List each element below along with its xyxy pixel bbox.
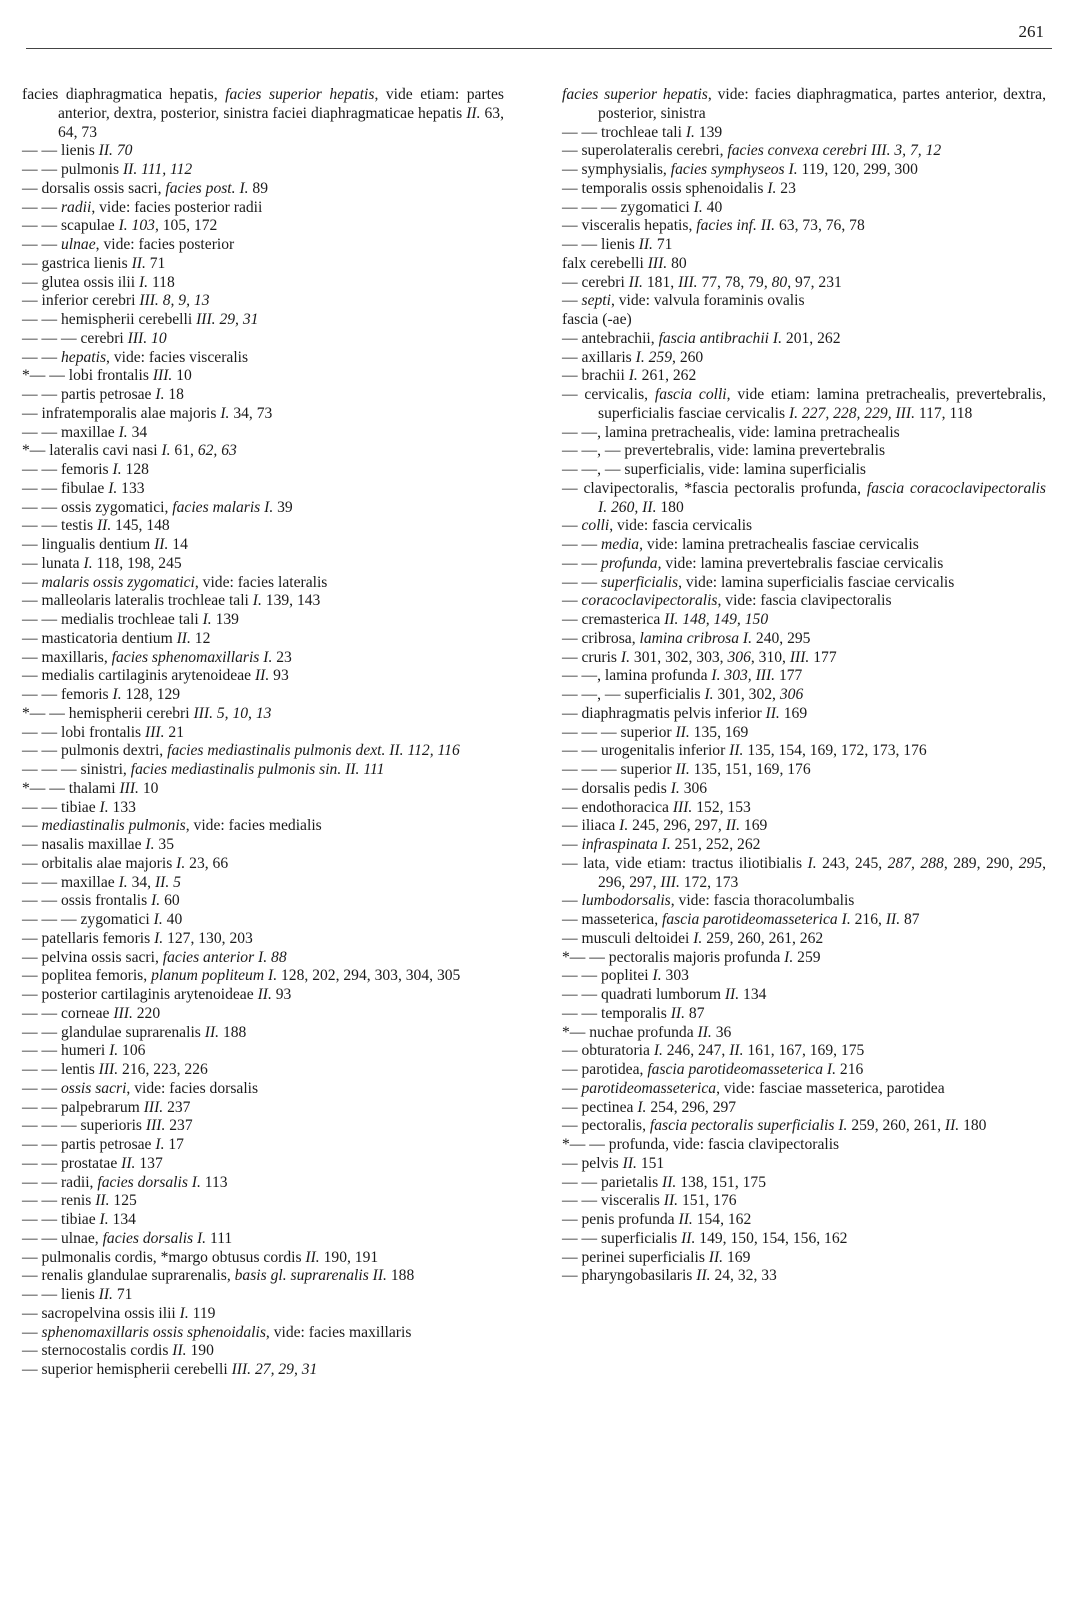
index-entry: — renalis glandulae suprarenalis, basis gl. suprarenalis II. 188 <box>22 1267 415 1285</box>
index-entry: — — maxillae I. 34 <box>22 423 148 441</box>
index-entry: — parotideomasseterica, vide: fasciae masseterica, parotidea <box>562 1079 945 1097</box>
index-entry: — lingualis dentium II. 14 <box>22 536 188 553</box>
index-entry: — axillaris I. 259, 260 <box>562 348 704 366</box>
index-entry: — dorsalis ossis sacri, facies post. I. 89 <box>22 179 269 197</box>
index-entry: — perinei superficialis II. 169 <box>562 1248 751 1266</box>
index-entry: — sphenomaxillaris ossis sphenoidalis, vide: facies maxillaris <box>22 1323 412 1341</box>
index-entry: — lumbodorsalis, vide: fascia thoracolumbalis <box>562 892 855 910</box>
index-entry: — endothoracica III. 152, 153 <box>562 798 751 816</box>
index-entry: — sacropelvina ossis ilii I. 119 <box>22 1304 216 1322</box>
index-entry: — — ossis frontalis I. 60 <box>22 892 180 910</box>
index-entry: — — ulnae, facies dorsalis I. 111 <box>22 1229 233 1247</box>
index-entry: — pelvina ossis sacri, facies anterior I. 88 <box>22 948 287 966</box>
header-rule <box>26 48 1052 49</box>
index-entry: — — pulmonis dextri, facies mediastinalis pulmonis dext. II. 112, 116 <box>22 742 460 760</box>
index-entry: — — tibiae I. 134 <box>22 1211 136 1228</box>
index-entry: — — partis petrosae I. 18 <box>22 386 184 403</box>
index-entry: — — lienis II. 71 <box>562 236 673 253</box>
index-entry: — sternocostalis cordis II. 190 <box>22 1342 214 1360</box>
index-entry: — — profunda, vide: lamina prevertebralis fasciae cervicalis <box>562 554 944 572</box>
index-entry: — — prostatae II. 137 <box>22 1154 163 1172</box>
index-entry: — pectoralis, fascia pectoralis superficialis I. 259, 260, 261, II. 180 <box>562 1117 987 1135</box>
index-entry: — — maxillae I. 34, II. 5 <box>22 873 181 891</box>
index-entry: — lunata I. 118, 198, 245 <box>22 554 182 572</box>
index-entry: — — — zygomatici I. 40 <box>22 911 183 928</box>
index-entry: falx cerebelli III. 80 <box>562 254 687 272</box>
index-entry: — — urogenitalis inferior II. 135, 154, 169, 172, 173, 176 <box>562 742 927 760</box>
index-entry: — — scapulae I. 103, 105, 172 <box>22 217 218 235</box>
index-entry: — patellaris femoris I. 127, 130, 203 <box>22 929 253 947</box>
index-entry: — penis profunda II. 154, 162 <box>562 1211 752 1228</box>
index-entry: — — medialis trochleae tali I. 139 <box>22 611 239 628</box>
index-entry: — —, — superficialis, vide: lamina superficialis <box>562 461 867 478</box>
index-entry: — — lienis II. 70 <box>22 142 133 160</box>
index-entry: — — ossis zygomatici, facies malaris I. 39 <box>22 498 293 516</box>
index-entry: — — corneae III. 220 <box>22 1004 161 1022</box>
index-entry: — — — superior II. 135, 169 <box>562 723 749 741</box>
index-entry: — — hepatis, vide: facies visceralis <box>22 348 249 366</box>
index-entry: — — partis petrosae I. 17 <box>22 1136 184 1153</box>
index-entry: — posterior cartilaginis arytenoideae II. 93 <box>22 986 292 1003</box>
index-entry: — pulmonalis cordis, *margo obtusus cordis II. 190, 191 <box>22 1248 379 1266</box>
index-entry: — pharyngobasilaris II. 24, 32, 33 <box>562 1267 777 1285</box>
index-entry: *— — lobi frontalis III. 10 <box>22 367 192 385</box>
index-entry: — malaris ossis zygomatici, vide: facies lateralis <box>22 573 328 591</box>
index-entry: — — parietalis II. 138, 151, 175 <box>562 1173 767 1191</box>
index-entry: — musculi deltoidei I. 259, 260, 261, 262 <box>562 929 824 947</box>
index-entry: — — — cerebri III. 10 <box>22 329 167 347</box>
index-entry: — — tibiae I. 133 <box>22 798 136 816</box>
index-entry: — —, — superficialis I. 301, 302, 306 <box>562 686 804 703</box>
index-entry: — — palpebrarum III. 237 <box>22 1098 191 1116</box>
index-entry: — — fibulae I. 133 <box>22 479 145 497</box>
index-entry: — pelvis II. 151 <box>562 1154 665 1172</box>
index-entry: — inferior cerebri III. 8, 9, 13 <box>22 292 210 310</box>
index-entry: — infraspinata I. 251, 252, 262 <box>562 836 761 853</box>
index-entry: — — visceralis II. 151, 176 <box>562 1192 737 1210</box>
index-entry: *— nuchae profunda II. 36 <box>562 1023 732 1041</box>
index-entry: *— — pectoralis majoris profunda I. 259 <box>562 948 821 966</box>
index-entry: — — ulnae, vide: facies posterior <box>22 236 235 253</box>
index-entry: — — lobi frontalis III. 21 <box>22 723 184 741</box>
index-entry: — — femoris I. 128 <box>22 461 149 478</box>
index-entry: — — superficialis, vide: lamina superficialis fasciae cervicalis <box>562 573 955 591</box>
index-entry: — poplitea femoris, planum popliteum I. 128, 202, 294, 303, 304, 305 <box>22 967 461 985</box>
index-entry: — diaphragmatis pelvis inferior II. 169 <box>562 704 808 722</box>
index-entry: — glutea ossis ilii I. 118 <box>22 273 175 291</box>
page-number: 261 <box>1018 22 1044 41</box>
index-entry: — superior hemispherii cerebelli III. 27, 29, 31 <box>22 1361 318 1378</box>
index-entry: — septi, vide: valvula foraminis ovalis <box>562 292 805 310</box>
index-entry: — — — sinistri, facies mediastinalis pulmonis sin. II. 111 <box>22 761 385 778</box>
index-entry: — orbitalis alae majoris I. 23, 66 <box>22 854 229 872</box>
index-entry: — coracoclavipectoralis, vide: fascia clavipectoralis <box>562 592 892 610</box>
index-entry: — mediastinalis pulmonis, vide: facies medialis <box>22 817 322 835</box>
index-entry: — parotidea, fascia parotideomasseterica I. 216 <box>562 1061 864 1078</box>
index-entry: — masseterica, fascia parotideomasseterica I. 216, II. 87 <box>562 911 920 928</box>
index-entry: — — femoris I. 128, 129 <box>22 686 181 703</box>
index-column-left <box>22 86 504 1380</box>
index-entry: — cruris I. 301, 302, 303, 306, 310, III. 177 <box>562 648 837 666</box>
index-entry: — —, lamina profunda I. 303, III. 177 <box>562 667 803 685</box>
index-entry: — — glandulae suprarenalis II. 188 <box>22 1023 247 1041</box>
index-entry: — superolateralis cerebri, facies convexa cerebri III. 3, 7, 12 <box>562 142 942 160</box>
index-entry: — —, lamina pretrachealis, vide: lamina pretrachealis <box>562 423 900 441</box>
index-entry: — — trochleae tali I. 139 <box>562 123 723 141</box>
index-entry: — pectinea I. 254, 296, 297 <box>562 1098 737 1116</box>
index-entry: — antebrachii, fascia antibrachii I. 201, 262 <box>562 329 841 347</box>
index-entry: — medialis cartilaginis arytenoideae II. 93 <box>22 667 289 685</box>
index-entry: — dorsalis pedis I. 306 <box>562 779 708 797</box>
index-entry: fascia (-ae) <box>562 311 632 328</box>
index-entry: — gastrica lienis II. 71 <box>22 254 166 272</box>
index-entry: — masticatoria dentium II. 12 <box>22 629 211 647</box>
index-entry: — symphysialis, facies symphyseos I. 119, 120, 299, 300 <box>562 161 918 178</box>
index-entry: — — superficialis II. 149, 150, 154, 156, 162 <box>562 1229 848 1247</box>
index-entry: — malleolaris lateralis trochleae tali I. 139, 143 <box>22 592 321 610</box>
index-entry: — — radii, vide: facies posterior radii <box>22 198 263 216</box>
index-entry: *— — thalami III. 10 <box>22 779 159 797</box>
index-entry: — — temporalis II. 87 <box>562 1004 705 1022</box>
index-entry: — cribrosa, lamina cribrosa I. 240, 295 <box>562 629 811 647</box>
index-entry: — — — superior II. 135, 151, 169, 176 <box>562 761 811 778</box>
index-entry: — lata, vide etiam: tractus iliotibialis I. 243, 245, 287, 288, 289, 290, 295, 296, 297, III. 172, 173 <box>562 854 1047 891</box>
index-entry: — cremasterica II. 148, 149, 150 <box>562 611 769 628</box>
index-entry: — — humeri I. 106 <box>22 1042 146 1060</box>
index-entry: facies diaphragmatica hepatis, facies superior hepatis, vide etiam: partes anterior, dextra, posterior, sinistra faciei diaphragmaticae hepatis II. 63, 64, 73 <box>22 86 504 141</box>
index-entry: — infratemporalis alae majoris I. 34, 73 <box>22 404 273 422</box>
index-entry: — — lienis II. 71 <box>22 1286 133 1303</box>
index-entry: — iliaca I. 245, 296, 297, II. 169 <box>562 817 768 835</box>
index-entry: — cerebri II. 181, III. 77, 78, 79, 80, 97, 231 <box>562 273 842 291</box>
index-entry: — — testis II. 145, 148 <box>22 517 170 535</box>
index-entry: — — pulmonis II. 111, 112 <box>22 161 193 178</box>
index-entry: — — ossis sacri, vide: facies dorsalis <box>22 1079 259 1097</box>
index-entry: *— — profunda, vide: fascia clavipectoralis <box>562 1136 840 1153</box>
index-column-right <box>562 86 1046 1286</box>
index-entry: — — hemispherii cerebelli III. 29, 31 <box>22 311 259 328</box>
index-entry: *— lateralis cavi nasi I. 61, 62, 63 <box>22 442 237 460</box>
index-entry: — brachii I. 261, 262 <box>562 367 697 385</box>
index-entry: — — media, vide: lamina pretrachealis fasciae cervicalis <box>562 536 919 553</box>
index-entry: *— — hemispherii cerebri III. 5, 10, 13 <box>22 704 272 722</box>
index-entry: — obturatoria I. 246, 247, II. 161, 167, 169, 175 <box>562 1042 865 1060</box>
index-entry: — — poplitei I. 303 <box>562 967 689 985</box>
index-entry: — maxillaris, facies sphenomaxillaris I. 23 <box>22 648 292 666</box>
index-entry: — — radii, facies dorsalis I. 113 <box>22 1173 228 1191</box>
index-entry: — clavipectoralis, *fascia pectoralis profunda, fascia coracoclavipectoralis I. 260, II. 180 <box>562 479 1046 516</box>
index-entry: — — renis II. 125 <box>22 1192 137 1210</box>
index-entry: — colli, vide: fascia cervicalis <box>562 517 753 535</box>
index-entry: — — — superioris III. 237 <box>22 1117 193 1135</box>
index-entry: — — — zygomatici I. 40 <box>562 198 723 216</box>
index-entry: — — quadrati lumborum II. 134 <box>562 986 767 1003</box>
index-entry: — cervicalis, fascia colli, vide etiam: lamina pretrachealis, prevertebralis, superficialis fasciae cervicalis I. 227, 228, 229, III. 117, 118 <box>562 386 1047 422</box>
index-entry: — temporalis ossis sphenoidalis I. 23 <box>562 179 796 197</box>
index-entry: facies superior hepatis, vide: facies diaphragmatica, partes anterior, dextra, posterior, sinistra <box>562 86 1046 122</box>
index-entry: — nasalis maxillae I. 35 <box>22 836 175 853</box>
index-entry: — visceralis hepatis, facies inf. II. 63, 73, 76, 78 <box>562 217 865 235</box>
index-entry: — — lentis III. 216, 223, 226 <box>22 1061 208 1078</box>
index-entry: — —, — prevertebralis, vide: lamina prevertebralis <box>562 442 886 460</box>
